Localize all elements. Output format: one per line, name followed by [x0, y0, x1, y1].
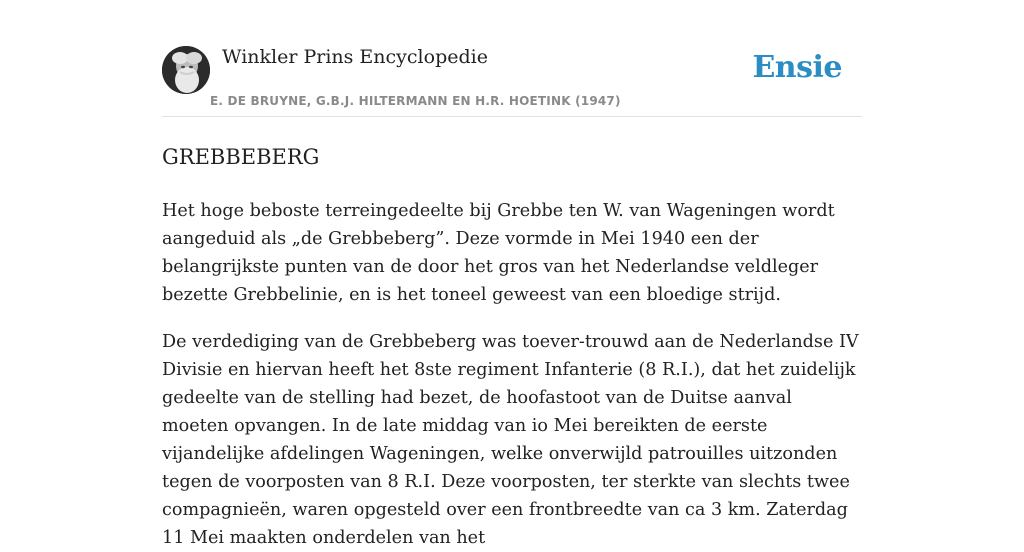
article-paragraph-2: De verdediging van de Grebbeberg was toever-trouwd aan de Nederlandse IV Divisie en hiervan heeft het 8ste regiment Infanterie (8 R.I.), dat het zuidelijk gedeelte van de stelling had bezet, de hoofastoot van de Duitse aanval moeten opvangen. In de late middag van io Mei bereikten de eerste vijandelijke afdelingen Wageningen, welke onverwijld patrouilles uitzonden tegen de voorposten van 8 R.I. Deze voorposten, ter sterkte van slechts twee compagnieën, waren opgesteld over een frontbreedte van ca 3 km. Zaterdag 11 Mei maakten onderdelen van het: [162, 332, 859, 548]
bearded-man-portrait-icon: [162, 46, 210, 94]
site-header: [162, 0, 862, 117]
avatar: [162, 46, 210, 94]
article-paragraph-1: Het hoge beboste terreingedeelte bij Grebbe ten W. van Wageningen wordt aangeduid als „de Grebbeberg”. Deze vormde in Mei 1940 een der belangrijkste punten van de door het gros van het Nederlandse veldleger bezette Grebbelinie, en is het toneel geweest van een bloedige strijd.: [162, 201, 835, 305]
ensie-logo[interactable]: Ensie: [752, 50, 842, 85]
authors-line: E. DE BRUYNE, G.B.J. HILTERMANN EN H.R. HOETINK (1947): [210, 94, 621, 108]
article-title: GREBBEBERG: [162, 145, 320, 169]
page-container: [162, 0, 862, 552]
site-title[interactable]: Winkler Prins Encyclopedie: [222, 46, 488, 68]
